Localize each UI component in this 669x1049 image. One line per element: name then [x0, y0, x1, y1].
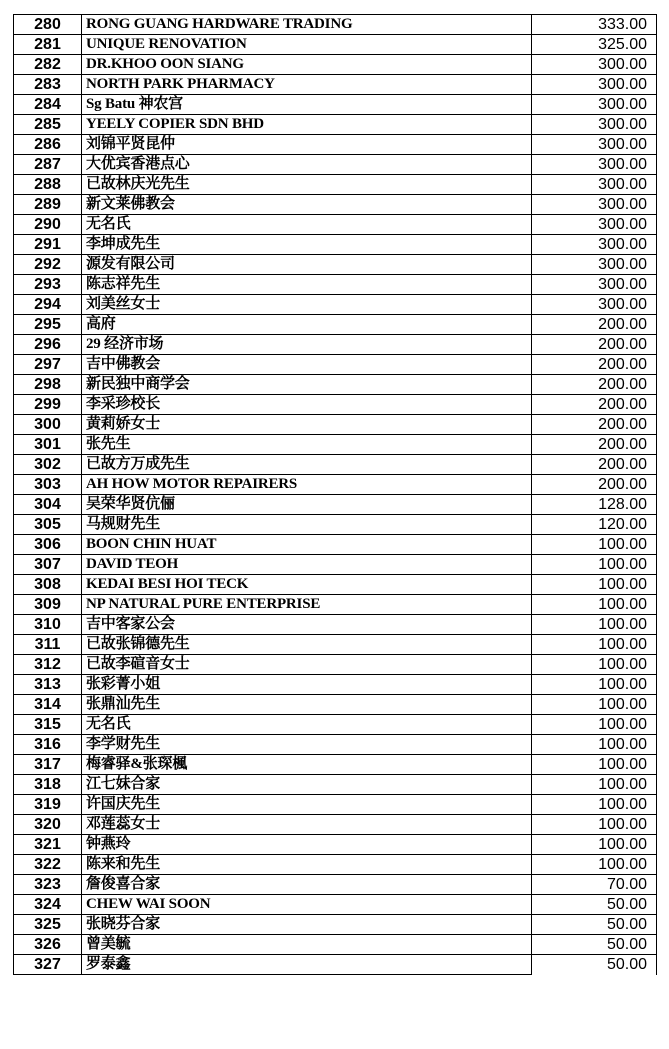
- donor-name: DR.KHOO OON SIANG: [82, 55, 532, 75]
- donor-name: 张鼎汕先生: [82, 695, 532, 715]
- donation-amount: 50.00: [532, 955, 657, 975]
- row-number: 301: [14, 435, 82, 455]
- donor-name: 张先生: [82, 435, 532, 455]
- donor-name: 无名氏: [82, 215, 532, 235]
- table-row: [14, 555, 657, 575]
- table-row: [14, 355, 657, 375]
- donation-amount: 50.00: [532, 915, 657, 935]
- donation-amount: 200.00: [532, 335, 657, 355]
- donation-amount: 300.00: [532, 115, 657, 135]
- donation-amount: 100.00: [532, 735, 657, 755]
- donation-amount: 100.00: [532, 795, 657, 815]
- table-row: [14, 15, 657, 35]
- row-number: 318: [14, 775, 82, 795]
- row-number: 292: [14, 255, 82, 275]
- row-number: 305: [14, 515, 82, 535]
- donation-amount: 100.00: [532, 635, 657, 655]
- table-row: [14, 675, 657, 695]
- table-row: [14, 155, 657, 175]
- row-number: 306: [14, 535, 82, 555]
- donation-amount: 100.00: [532, 655, 657, 675]
- donation-amount: 100.00: [532, 555, 657, 575]
- donation-amount: 300.00: [532, 275, 657, 295]
- donation-amount: 200.00: [532, 475, 657, 495]
- table-row: [14, 715, 657, 735]
- table-row: [14, 255, 657, 275]
- donation-amount: 200.00: [532, 375, 657, 395]
- table-row: [14, 515, 657, 535]
- donation-amount: 100.00: [532, 715, 657, 735]
- row-number: 286: [14, 135, 82, 155]
- table-row: [14, 75, 657, 95]
- donor-name: 张晓芬合家: [82, 915, 532, 935]
- table-row: [14, 335, 657, 355]
- table-row: [14, 495, 657, 515]
- row-number: 287: [14, 155, 82, 175]
- donation-amount: 100.00: [532, 695, 657, 715]
- row-number: 293: [14, 275, 82, 295]
- row-number: 294: [14, 295, 82, 315]
- table-row: [14, 755, 657, 775]
- donation-amount: 200.00: [532, 315, 657, 335]
- donor-name: DAVID TEOH: [82, 555, 532, 575]
- donor-name: 马规财先生: [82, 515, 532, 535]
- donor-name: 刘美丝女士: [82, 295, 532, 315]
- donation-amount: 200.00: [532, 455, 657, 475]
- row-number: 322: [14, 855, 82, 875]
- donor-name: 张彩菁小姐: [82, 675, 532, 695]
- donor-name: Sg Batu 神农宫: [82, 95, 532, 115]
- row-number: 310: [14, 615, 82, 635]
- row-number: 312: [14, 655, 82, 675]
- donation-amount: 300.00: [532, 95, 657, 115]
- row-number: 291: [14, 235, 82, 255]
- table-row: [14, 795, 657, 815]
- table-row: [14, 595, 657, 615]
- donation-amount: 100.00: [532, 575, 657, 595]
- donation-amount: 100.00: [532, 855, 657, 875]
- donor-name: 梅睿驿&张琛楓: [82, 755, 532, 775]
- table-row: [14, 895, 657, 915]
- donation-amount: 300.00: [532, 235, 657, 255]
- donor-name: YEELY COPIER SDN BHD: [82, 115, 532, 135]
- table-row: [14, 235, 657, 255]
- row-number: 313: [14, 675, 82, 695]
- donation-amount: 200.00: [532, 395, 657, 415]
- table-row: [14, 175, 657, 195]
- row-number: 307: [14, 555, 82, 575]
- donor-name: 曾美毓: [82, 935, 532, 955]
- row-number: 295: [14, 315, 82, 335]
- table-row: [14, 435, 657, 455]
- row-number: 311: [14, 635, 82, 655]
- donor-name: 源发有限公司: [82, 255, 532, 275]
- donation-amount: 50.00: [532, 935, 657, 955]
- donor-name: 李学财先生: [82, 735, 532, 755]
- row-number: 325: [14, 915, 82, 935]
- donor-name: NORTH PARK PHARMACY: [82, 75, 532, 95]
- row-number: 296: [14, 335, 82, 355]
- table-row: [14, 455, 657, 475]
- table-row: [14, 935, 657, 955]
- row-number: 280: [14, 15, 82, 35]
- table-row: [14, 275, 657, 295]
- table-row: [14, 575, 657, 595]
- row-number: 319: [14, 795, 82, 815]
- donation-amount: 100.00: [532, 595, 657, 615]
- donation-amount: 100.00: [532, 615, 657, 635]
- row-number: 309: [14, 595, 82, 615]
- donor-name: 已故张锦德先生: [82, 635, 532, 655]
- donation-amount: 50.00: [532, 895, 657, 915]
- donation-amount: 70.00: [532, 875, 657, 895]
- row-number: 302: [14, 455, 82, 475]
- table-row: [14, 215, 657, 235]
- donation-amount: 200.00: [532, 415, 657, 435]
- donor-name: 已故李碹音女士: [82, 655, 532, 675]
- donation-amount: 325.00: [532, 35, 657, 55]
- donor-name: 大优宾香港点心: [82, 155, 532, 175]
- donor-name: 詹俊喜合家: [82, 875, 532, 895]
- table-row: [14, 615, 657, 635]
- donor-name: 陈志祥先生: [82, 275, 532, 295]
- row-number: 288: [14, 175, 82, 195]
- donation-amount: 300.00: [532, 215, 657, 235]
- donation-amount: 300.00: [532, 135, 657, 155]
- row-number: 317: [14, 755, 82, 775]
- donor-name: 吉中佛教会: [82, 355, 532, 375]
- row-number: 315: [14, 715, 82, 735]
- donation-amount: 200.00: [532, 355, 657, 375]
- row-number: 285: [14, 115, 82, 135]
- row-number: 297: [14, 355, 82, 375]
- donor-name: 江七妹合家: [82, 775, 532, 795]
- donor-name: NP NATURAL PURE ENTERPRISE: [82, 595, 532, 615]
- table-row: [14, 295, 657, 315]
- donor-name: 新民独中商学会: [82, 375, 532, 395]
- donation-table: [13, 14, 657, 975]
- table-row: [14, 395, 657, 415]
- donation-amount: 300.00: [532, 255, 657, 275]
- table-row: [14, 415, 657, 435]
- donation-amount: 100.00: [532, 535, 657, 555]
- donation-amount: 100.00: [532, 835, 657, 855]
- donor-name: 许国庆先生: [82, 795, 532, 815]
- donor-name: 邓莲蕊女士: [82, 815, 532, 835]
- row-number: 284: [14, 95, 82, 115]
- table-row: [14, 835, 657, 855]
- row-number: 298: [14, 375, 82, 395]
- table-row: [14, 95, 657, 115]
- row-number: 304: [14, 495, 82, 515]
- table-row: [14, 875, 657, 895]
- donor-name: 钟燕玲: [82, 835, 532, 855]
- donation-amount: 120.00: [532, 515, 657, 535]
- donation-amount: 300.00: [532, 195, 657, 215]
- donor-name: RONG GUANG HARDWARE TRADING: [82, 15, 532, 35]
- table-row: [14, 535, 657, 555]
- row-number: 320: [14, 815, 82, 835]
- donation-amount: 300.00: [532, 55, 657, 75]
- donor-name: 罗泰鑫: [82, 955, 532, 975]
- donor-name: 29 经济市场: [82, 335, 532, 355]
- donor-name: CHEW WAI SOON: [82, 895, 532, 915]
- row-number: 324: [14, 895, 82, 915]
- table-row: [14, 375, 657, 395]
- donor-name: 无名氏: [82, 715, 532, 735]
- table-row: [14, 35, 657, 55]
- table-row: [14, 695, 657, 715]
- table-row: [14, 635, 657, 655]
- donor-name: 高府: [82, 315, 532, 335]
- table-row: [14, 775, 657, 795]
- donor-name: 吴荣华贤伉俪: [82, 495, 532, 515]
- row-number: 289: [14, 195, 82, 215]
- row-number: 281: [14, 35, 82, 55]
- table-row: [14, 815, 657, 835]
- table-row: [14, 315, 657, 335]
- donor-name: KEDAI BESI HOI TECK: [82, 575, 532, 595]
- row-number: 327: [14, 955, 82, 975]
- donation-amount: 300.00: [532, 175, 657, 195]
- donation-amount: 300.00: [532, 155, 657, 175]
- table-row: [14, 655, 657, 675]
- donor-name: 李坤成先生: [82, 235, 532, 255]
- donor-name: BOON CHIN HUAT: [82, 535, 532, 555]
- donor-name: AH HOW MOTOR REPAIRERS: [82, 475, 532, 495]
- donor-name: 新文莱佛教会: [82, 195, 532, 215]
- row-number: 300: [14, 415, 82, 435]
- table-row: [14, 955, 657, 975]
- row-number: 326: [14, 935, 82, 955]
- donor-name: 李采珍校长: [82, 395, 532, 415]
- table-row: [14, 915, 657, 935]
- donation-amount: 100.00: [532, 815, 657, 835]
- donation-table-body: [14, 15, 657, 975]
- donation-amount: 100.00: [532, 675, 657, 695]
- donor-name: 刘锦平贤昆仲: [82, 135, 532, 155]
- table-row: [14, 855, 657, 875]
- donation-amount: 300.00: [532, 75, 657, 95]
- donor-name: 已故方万成先生: [82, 455, 532, 475]
- donor-name: UNIQUE RENOVATION: [82, 35, 532, 55]
- table-row: [14, 735, 657, 755]
- row-number: 321: [14, 835, 82, 855]
- donation-amount: 128.00: [532, 495, 657, 515]
- row-number: 282: [14, 55, 82, 75]
- donor-name: 黄莉娇女士: [82, 415, 532, 435]
- table-row: [14, 55, 657, 75]
- donation-amount: 100.00: [532, 775, 657, 795]
- row-number: 316: [14, 735, 82, 755]
- donation-amount: 300.00: [532, 295, 657, 315]
- table-row: [14, 475, 657, 495]
- row-number: 299: [14, 395, 82, 415]
- row-number: 290: [14, 215, 82, 235]
- row-number: 314: [14, 695, 82, 715]
- donation-amount: 100.00: [532, 755, 657, 775]
- row-number: 308: [14, 575, 82, 595]
- table-row: [14, 135, 657, 155]
- donation-amount: 200.00: [532, 435, 657, 455]
- table-row: [14, 115, 657, 135]
- table-row: [14, 195, 657, 215]
- donation-amount: 333.00: [532, 15, 657, 35]
- row-number: 283: [14, 75, 82, 95]
- donor-name: 吉中客家公会: [82, 615, 532, 635]
- row-number: 303: [14, 475, 82, 495]
- donor-name: 陈来和先生: [82, 855, 532, 875]
- row-number: 323: [14, 875, 82, 895]
- donor-name: 已故林庆光先生: [82, 175, 532, 195]
